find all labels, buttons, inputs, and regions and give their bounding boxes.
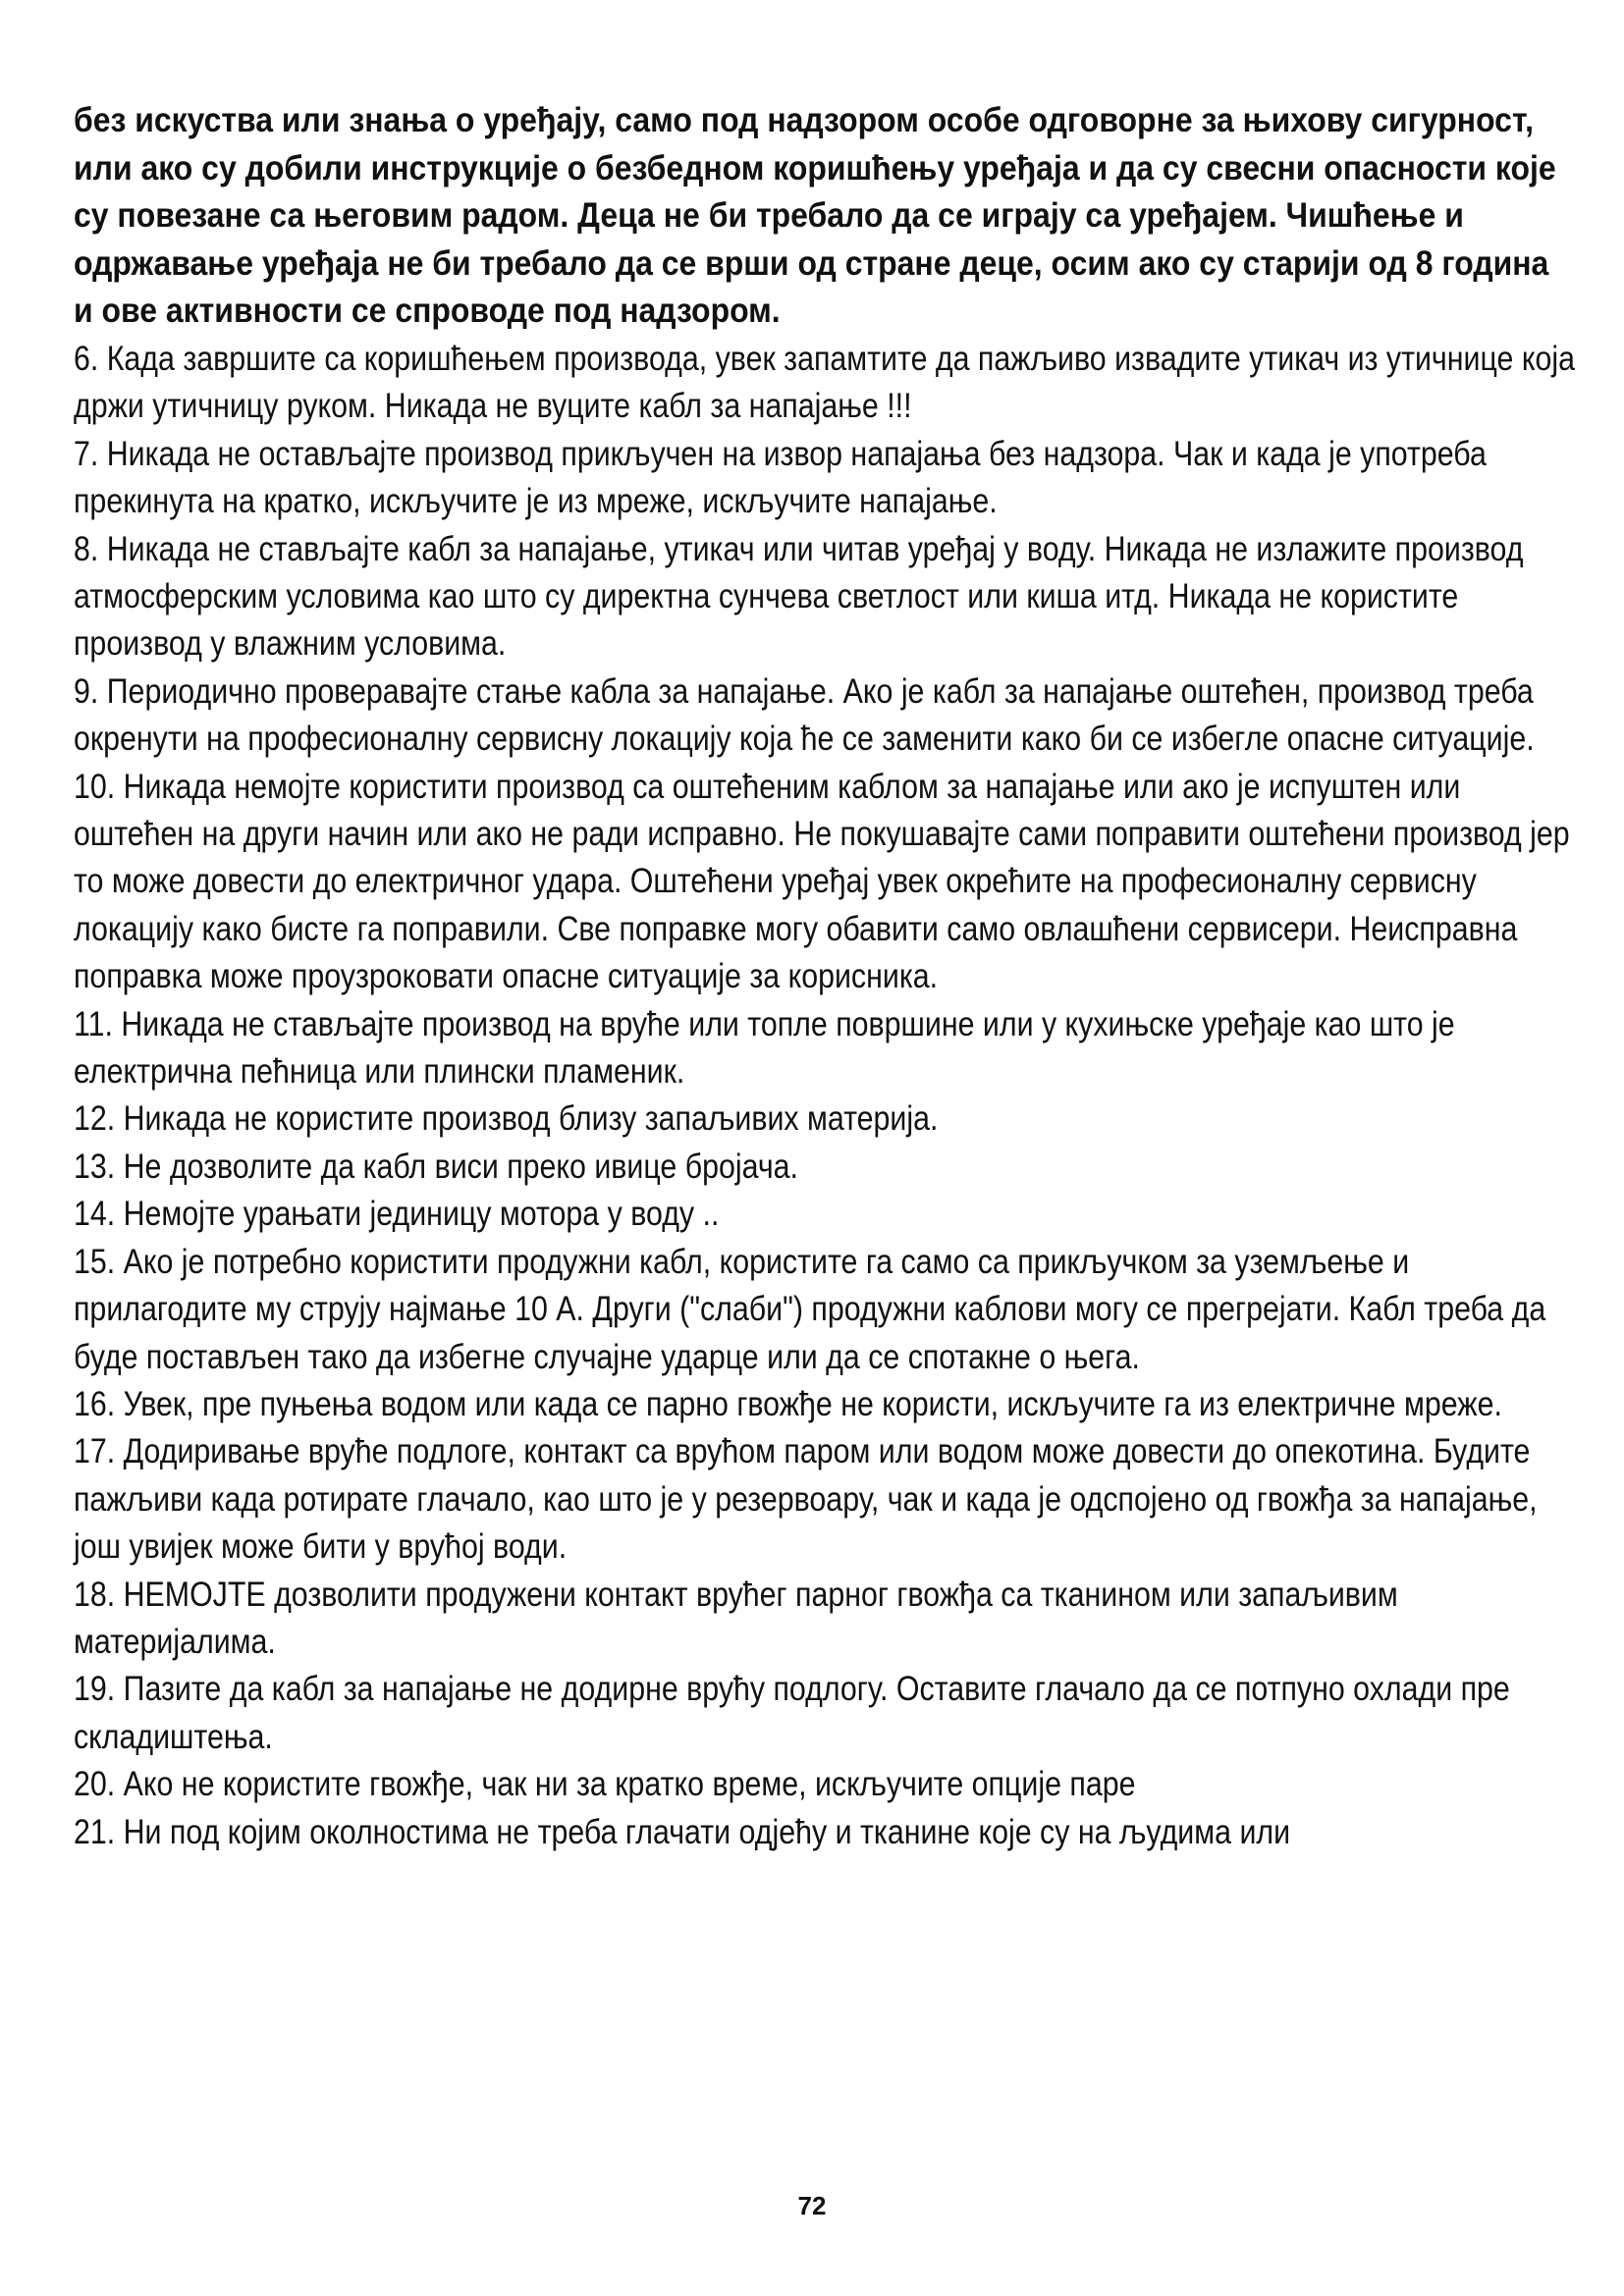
list-item: 17. Додиривање вруће подлоге, контакт са врућом паром или водом може довести до опекотина. Будите пажљиви када ротирате глачало, као што је у резервоару, чак и када је одспојено од гвожђа за напајање, још увијек може бити у врућој води. [74,1431,1538,1567]
list-item: 20. Ако не користите гвожђе, чак ни за кратко време, искључите опције паре [74,1764,1136,1804]
list-item: 14. Немојте урањати јединицу мотора у воду .. [74,1194,720,1234]
list-item: 10. Никада немојте користити производ са оштећеним каблом за напајање или ако је испуштен или оштећен на други начин или ако не ради исправно. Не покушавајте сами поправити оштећени производ јер то може довести до електричног удара. Оштећени уређај увек окрећите на професионалну сервисну локацију како бисте га поправили. Све поправке могу обавити само овлашћени сервисери. Неисправна поправка може проузроковати опасне ситуације за корисника. [74,766,1570,996]
intro-warning-paragraph: без искуства или знања о уређају, само под надзором особе одговорне за њихову сигурност, или ако су добили инструкције о безбедном коришћењу уређаја и да су свесни опасности које су повезане са његовим радом. Деца не би требало да се играју са уређајем. Чишћење и одржавање уређаја не би требало да се врши од стране деце, осим ако су старији од 8 година и ове активности се спроводе под надзором. [74,100,1556,331]
page-content [74,96,1575,1855]
list-item: 7. Никада не остављајте производ прикључен на извор напајања без надзора. Чак и када је употреба прекинута на кратко, искључите је из мреже, искључите напајање. [74,433,1487,521]
list-item: 15. Ако је потребно користити продужни кабл, користите га само са прикључком за уземљење и прилагодите му струју најмање 10 А. Други ("слаби") продужни каблови могу се прегрејати. Кабл треба да буде постављен тако да избегне случајне ударце или да се спотакне о њега. [74,1241,1546,1376]
list-item: 11. Никада не стављајте производ на вруће или топле површине или у кухињске уређаје као што је електрична пећница или плински пламеник. [74,1003,1455,1092]
safety-instructions-list [74,335,1575,1855]
list-item: 8. Никада не стављајте кабл за напајање, утикач или читав уређај у воду. Никада не излажите производ атмосферским условима као што су директна сунчева светлост или киша итд. Никада не користите производ у влажним условима. [74,528,1524,664]
list-item: 19. Пазите да кабл за напајање не додирне врућу подлогу. Оставите глачало да се потпуно охлади пре складиштења. [74,1669,1510,1756]
list-item: 6. Када завршите са коришћењем производа, увек запамтите да пажљиво извадите утикач из утичнице која држи утичницу руком. Никада не вуците кабл за напајање !!! [74,338,1575,426]
list-item: 21. Ни под којим околностима не треба глачати одјећу и тканине које су на људима или [74,1811,1291,1851]
list-item: 12. Никада не користите производ близу запаљивих материја. [74,1098,939,1139]
page-number: 72 [797,2191,827,2220]
list-item: 16. Увек, пре пуњења водом или када се парно гвожђе не користи, искључите га из електричне мреже. [74,1383,1502,1423]
list-item: 9. Периодично проверавајте стање кабла за напајање. Ако је кабл за напајање оштећен, производ треба окренути на професионалну сервисну локацију која ће се заменити како би се избегле опасне ситуације. [74,670,1535,759]
list-item: 13. Не дозволите да кабл виси преко ивице бројача. [74,1146,798,1186]
list-item: 18. НЕМОЈТЕ дозволити продужени контакт врућег парног гвожђа са тканином или запаљивим материјалима. [74,1574,1398,1661]
